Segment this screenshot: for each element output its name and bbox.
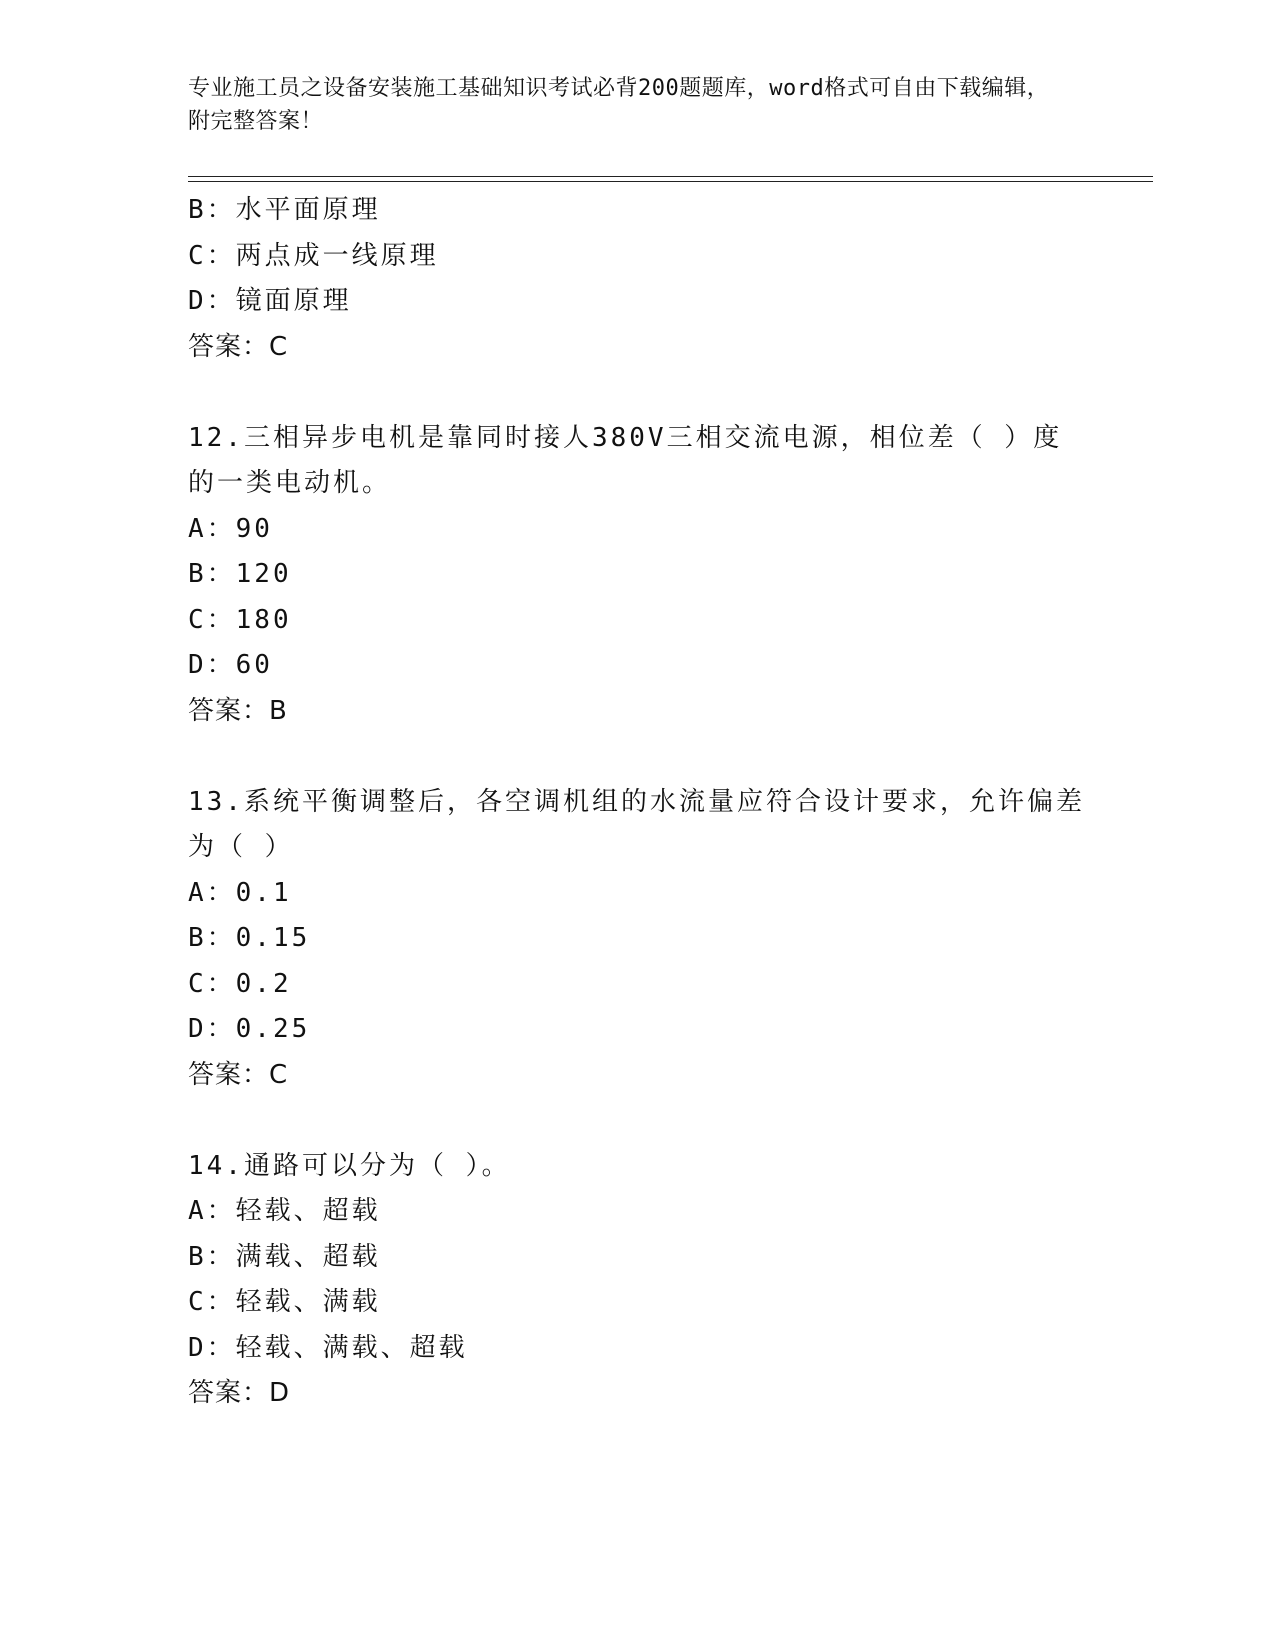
option-a: A：0.1 [188,877,292,908]
question-14 [188,1144,1088,1417]
option-c: C：轻载、满载 [188,1287,381,1317]
option-b: B：水平面原理 [188,195,381,225]
option-a: A：90 [188,513,273,544]
question-12 [188,416,1088,735]
answer-line: 答案：B [188,695,288,726]
question-text: 13.系统平衡调整后，各空调机组的水流量应符合设计要求，允许偏差为（ ） [188,786,1085,862]
answer-line: 答案：D [188,1378,291,1408]
option-c: C：0.2 [188,968,292,999]
option-b: B：满载、超载 [188,1241,381,1272]
question-spacer [188,370,1088,416]
question-11-partial [188,188,1088,370]
option-b: B：120 [188,559,292,589]
question-text: 12.三相异步电机是靠同时接人380V三相交流电源，相位差（ ）度的一类电动机。 [188,422,1063,498]
option-d: D：60 [188,650,273,680]
question-spacer [188,734,1088,780]
option-d: D：轻载、满载、超载 [188,1332,468,1363]
answer-line: 答案：C [188,331,289,362]
question-list [188,188,1088,1417]
question-text: 14.通路可以分为（ ）。 [188,1150,511,1181]
header-divider-top [188,176,1153,177]
option-b: B：0.15 [188,923,311,953]
option-d: D：镜面原理 [188,286,352,316]
option-d: D：0.25 [188,1014,311,1044]
answer-line: 答案：C [188,1059,289,1090]
document-header-title: 专业施工员之设备安装施工基础知识考试必背200题题库，word格式可自由下载编辑，附完整答案！ [188,76,1050,134]
header-divider-bottom [188,181,1153,182]
question-13 [188,780,1088,1099]
option-a: A：轻载、超载 [188,1196,381,1226]
option-c: C：180 [188,604,292,635]
option-c: C：两点成一线原理 [188,240,439,271]
question-spacer [188,1098,1088,1144]
